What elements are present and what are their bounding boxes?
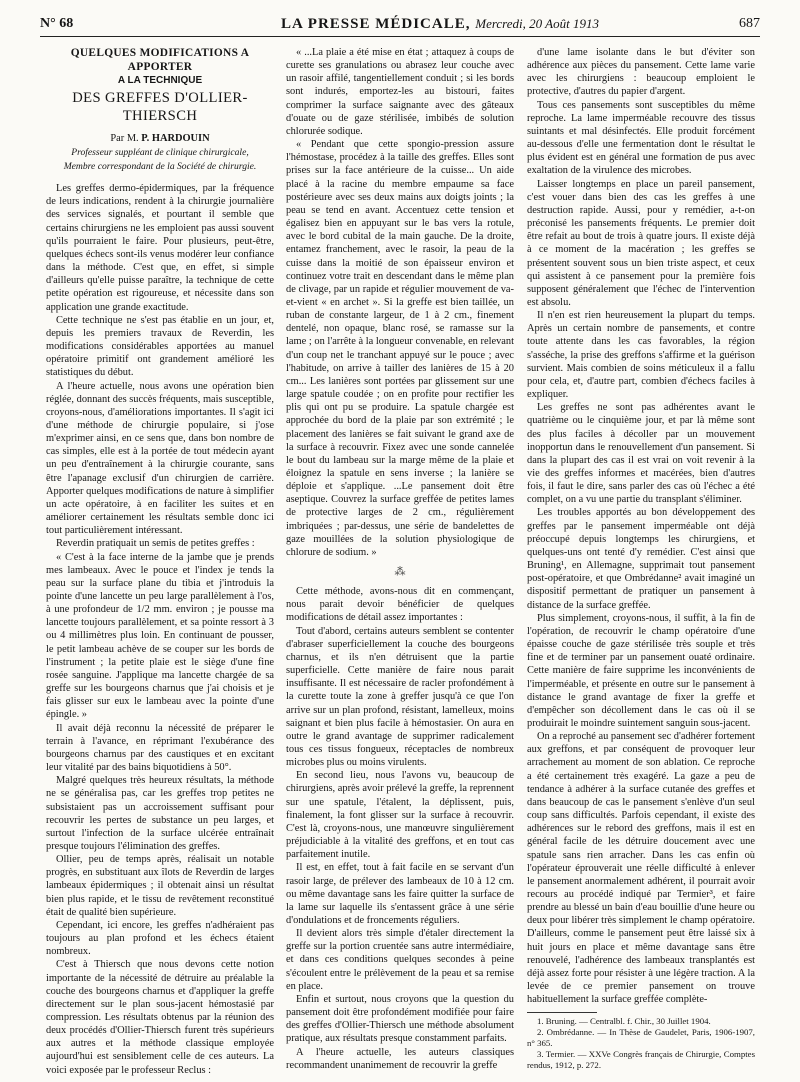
paragraph: Plus simplement, croyons-nous, il suffit, à la fin de l'opération, de recouvrir le champ opératoire d'une épaisse couche de gaze stérilisée très souple et très fine et de terminer par un pansement ouaté ordinaire. Cette manière de faire supprime les inconvénients de l'imperméable, et présente en outre sur le pansement à distance le grand avantage de fixer la greffe et d'empêcher son décollement dans le cas où il se produirait le moindre suintement sanguin sous-jacent. [527, 612, 755, 729]
paragraph: Il avait déjà reconnu la nécessité de préparer le terrain à l'avance, en réprimant l'exubérance des bourgeons charnus par des caustiques et en excitant leur vitalité par des bains biquotidiens à 50°. [46, 722, 274, 774]
paragraph: Tout d'abord, certains auteurs semblent se contenter d'abraser superficiellement la couche des bourgeons charnus, et ils n'en détruisent que la partie superficielle. Cette manière de faire nous parait insuffisante. Il est nécessaire de racler profondément à la curette toute la zone à greffer jusqu'à ce que l'on arrive sur un plan profond, résistant, lamelleux, moins saignant et bien plus facile à hémostasier. On aura en outre le grand avantage de supprimer radicalement tous ces tissus fongueux, réceptacles de nombreux microbes plus ou moins virulents. [286, 625, 514, 769]
paragraph: Il devient alors très simple d'étaler directement la greffe sur la portion cruentée sans autre intermédiaire, et dans ces conditions quelques secondes à peine s'écoulent entre le prélèvement de la peau et sa remise en place. [286, 928, 514, 992]
paragraph: Malgré quelques très heureux résultats, la méthode ne se généralisa pas, car les greffes trop petites ne subsistaient pas un accroissement suffisant pour recouvrir les pertes de substance un peu larges, et surtout l'infection de la surface ulcérée entraînait presque toujours l'élimination des greffes. [46, 775, 274, 852]
paragraph: Cette technique ne s'est pas établie en un jour, et, depuis les premiers travaux de Reverdin, les modifications considérables apportées au manuel opératoire primitif ont grandement amélioré les statistiques du début. [46, 314, 274, 379]
article-title-block [46, 46, 274, 172]
paragraph: Il n'en est rien heureusement la plupart du temps. Après un certain nombre de pansements, et contre toute attente dans les cas favorables, la région s'asséche, la prise des greffons s'affirme et la guérison survient. Mais combien de soins méticuleux il a fallu pour cela, et, d'autre part, combien d'échecs faciles à expliquer. [527, 310, 755, 401]
issue-number: N° 68 [40, 16, 74, 31]
paragraph: Les greffes dermo-épidermiques, par la fréquence de leurs indications, rendent à la chirurgie journalière des services signalés, et pourtant il semble que certains chirurgiens ne les emploient pas aussi souvent qu'ils pourraient le faire. Pour plusieurs, peut-être, quelques échecs sont-ils venus modérer leur confiance dans la méthode. C'est que, en effet, si simple d'ailleurs qu'elle puisse paraître, la technique de cette petite opération est rigoureuse, et nécessite dans son application une grande exactitude. [46, 183, 274, 313]
issue-date: Mercredi, 20 Août 1913 [475, 16, 599, 31]
author-affiliation-line-1: Professeur suppléant de clinique chirurgicale, [71, 147, 249, 159]
author-prefix: Par M. [110, 133, 139, 144]
paragraph: Les troubles apportés au bon développement des greffes par le pansement imperméable ont déjà préoccupé depuis longtemps les chirurgiens, et quelques-uns ont tenté d'y remédier. C'est ainsi que Bruning¹, en Allemagne, supprimait tout pansement post-opératoire, et que Ombrédanne² avait imaginé un dispositif permettant de pratiquer un pansement à distance de la surface greffée. [527, 507, 755, 611]
author-affiliation-line-2: Membre correspondant de la Société de chirurgie. [63, 160, 257, 172]
article-title-line-2: A LA TECHNIQUE [117, 75, 203, 86]
article-title-line-3: DES GREFFES D'OLLIER-THIERSCH [72, 90, 248, 124]
paragraph: Il est, en effet, tout à fait facile en se servant d'un rasoir large, de prélever des lambeaux de 10 à 12 cm. ou même davantage sans les faire quitter la surface de la lame sur laquelle ils s'entassent grâce à une série d'ondulations et de froncements réguliers. [286, 862, 514, 926]
paragraph: On a reproché au pansement sec d'adhérer fortement aux greffons, et par conséquent de provoquer leur arrachement au moment de son ablation. Ce reproche a été certainement très exagéré. La gaze a peu de tendance à adhérer à la surface cutanée des greffes et dans beaucoup de cas le pansement s'enlève d'un seul coup sans difficultés. Parfois cependant, il existe des adhérences sur le rebord des greffons, mais il est en général facile de les détruire doucement avec une spatule sans rien arracher. Dans les cas enfin où l'opérateur éprouverait une réelle difficulté à enlever le pansement anormalement adhérent, il pourrait avoir recours au procédé indiqué par Termier³, et faire prendre au blessé un bain d'eau bouillie d'une heure ou deux pour libérer très simplement le champ opératoire. D'ailleurs, comme le pansement peut être laissé six à huit jours en place et même davantage sans être renouvelé, l'adhérence des lambeaux transplantés est déjà assez forte pour résister à une légère traction. A la levée de ce premier pansement on trouve habituellement la surface greffée complète- [527, 731, 755, 1006]
footnote: 3. Termier. — XXVe Congrès français de Chirurgie, Comptes rendus, 1912, p. 272. [527, 1048, 755, 1070]
journal-name: LA PRESSE MÉDICALE, [281, 16, 471, 32]
column-2 [286, 46, 514, 1071]
quote-paragraph: « Pendant que cette spongio-pression assure l'hémostase, procédez à la taille des greffes. Elles sont prises sur la face antérieure de la cuisse... Un aide placé à la racine du membre empaume sa face postérieure avec ses deux mains aux doigts joints ; la peau se tend en avant. Accentuez cette tension et égalisez bien en appuyant sur le bas vers la rotule, avec le bord cubital de la main gauche. De la droite, entamez franchement, avec le rasoir, la peau de la cuisse dans la moitié de son épaisseur environ et continuez votre trait en descendant dans le même plan de clivage, par un rapide et régulier mouvement de va-et-vient « en archet ». Si la greffe est bien taillée, un ruban de constante largeur, de 1 à 2 cm., finement dentelé, non opaque, blanc rosé, se ramasse sur la lame ; on l'arrête à la longueur convenable, en relevant d'un coup net le tranchant appuyé sur le pouce ; avec l'habitude, on arrive à tailler des lanières de 15 à 20 cm... Les lanières sont portées par glissement sur une large spatule coudée ; on en profite pour rectifier les plis qui ont pu se produire. La spatule chargée est approchée du bord de la plaie par son extrémité ; le placement des lanières se fait suivant le grand axe de la surface à recouvrir. Fixez avec une sonde cannelée le bout du lambeau sur la marge même de la plaie et éloignez la spatule en sens inverse ; la lanière se déploie et s'applique. ...Le pansement doit être aseptique. Couvrez la surface greffée de petites lames de protective larges de 2 cm., régulièrement imbriquées ; par-dessus, une série de bandelettes de gaze mouillées de la solution physiologique de chlorure de sodium. » [286, 139, 514, 558]
author-name: P. HARDOUIN [141, 133, 210, 144]
paragraph: Cette méthode, avons-nous dit en commençant, nous parait devoir bénéficier de quelques modifications de détail assez importantes : [286, 586, 514, 624]
paragraph: En second lieu, nous l'avons vu, beaucoup de chirurgiens, après avoir prélevé la greffe, la reprennent sur une spatule, l'étalent, la déplissent, puis, finalement, la font glisser sur la surface à recouvrir. C'est là, croyons-nous, une manœuvre singulièrement préjudiciable à la vitalité des greffons, et en tout cas parfaitement inutile. [286, 770, 514, 861]
paragraph: Tous ces pansements sont susceptibles du même reproche. La lame imperméable recouvre des tissus suintants et mal désinfectés. Elle produit forcément au-dessous d'elle une fermentation dont le résultat le plus évident est en général une formation de pus avec exaltation de la virulence des microbes. [527, 99, 755, 177]
footnote-divider [527, 1012, 597, 1013]
section-separator: ⁂ [394, 566, 406, 579]
paragraph: C'est à Thiersch que nous devons cette notion importante de la nécessité de détruire au préalable la couche des bourgeons charnus et d'appliquer la greffe directement sur le plan sous-jacent hémostasié par compression. Les résultats obtenus par la réunion des deux procédés d'Ollier-Thiersch furent très supérieurs aux autres et la méthode classique employée aujourd'hui est sensiblement celle de ces auteurs. La voici exposée par le professeur Reclus : [46, 959, 274, 1076]
paragraph: A l'heure actuelle, les auteurs classiques recommandent unanimement de recouvrir la greffe [286, 1046, 514, 1071]
footnote: 2. Ombrédanne. — In Thèse de Gaudelet, Paris, 1906-1907, n° 365. [527, 1027, 755, 1048]
paragraph: Laisser longtemps en place un pareil pansement, c'est vouer dans bien des cas les greffes à une destruction rapide. Aussi, pour y remédier, a-t-on préconisé les pansements fréquents. Le premier doit être refait au bout de trois à quatre jours. Il existe déjà à ce moment de la macération ; les greffes se présentent souvent sous un bien triste aspect, et ceux qui assistent à ce pansement pour la première fois supposent généralement que l'échec de l'intervention est absolu. [527, 178, 755, 308]
paragraph: Cependant, ici encore, les greffes n'adhéraient pas toujours au plan profond et les échecs étaient nombreux. [46, 919, 274, 958]
article-title-line-1: QUELQUES MODIFICATIONS A APPORTER [70, 47, 250, 73]
paragraph: A l'heure actuelle, nous avons une opération bien réglée, donnant des succès fréquents, mais susceptible, croyons-nous, d'améliorations importantes. Il s'agit ici d'une méthode de chirurgie populaire, si j'ose m'exprimer ainsi, en ce sens que, dans bon nombre de cas simples, elle est à la portée de tout médecin ayant un peu d'entraînement à la chirurgie courante, sans être l'apanage exclusif d'un chirurgien de carrière. Apporter quelques modifications de nature à simplifier un acte opératoire, à en faciliter les suites et en améliorer certainement les résultats semble donc ici tout particulièrement intéressant. [46, 380, 274, 537]
paragraph: d'une lame isolante dans le but d'éviter son adhérence aux pièces du pansement. Cette lame varie avec les chirurgiens : beaucoup emploient le protective, d'autres du papier d'argent. [527, 47, 755, 98]
column-1 [46, 46, 274, 1076]
page-header [40, 14, 760, 37]
paragraph: Les greffes ne sont pas adhérentes avant le quatrième ou le cinquième jour, et par là même sont des plus faciles à décoller par un mouvement inopportun dans le renouvellement d'un pansement. Si dans la plupart des cas il est vrai on voit revenir à la vie des greffes informes et macérées, bien d'autres fois, il faut le dire, sans parler des cas où l'échec a été complet, on a vu une partie du transplant s'éliminer. [527, 402, 755, 506]
journal-title [250, 14, 630, 34]
footnote: 1. Bruning. — Centralbl. f. Chir., 30 Juillet 1904. [537, 1016, 711, 1027]
article-author [46, 132, 274, 145]
quote-paragraph: « ...La plaie a été mise en état ; attaquez à coups de curette ses granulations ou abrasez leur couche avec un rasoir affilé, tangentiellement conduit ; si les bords sont indurés, emportez-les au bistouri, faites comprimer la surface saignante avec des gâteaux d'ouate ou de gaze stérilisée, imbibés de solution chlorurée sodique. [286, 47, 514, 137]
paragraph: Reverdin pratiquait un semis de petites greffes : [56, 538, 255, 550]
column-3 [527, 46, 755, 1070]
paragraph: Ollier, peu de temps après, réalisait un notable progrès, en substituant aux îlots de Reverdin de larges lambeaux épidermiques ; il obtenait ainsi un résultat bien plus rapide, et le tissu de revêtement reconstitué était de qualité bien supérieure. [46, 854, 274, 918]
page-number: 687 [739, 16, 760, 31]
quote-paragraph: « C'est à la face interne de la jambe que je prends mes lambeaux. Avec le pouce et l'index je tends la peau sur la surface plane du tibia et j'introduis la pointe d'une lancette un peu large parallèlement à l'os, à une profondeur de 1/2 mm. environ ; je pousse ma lancette toujours parallèlement, et sa pointe ressort à 3 ou 4 millimètres plus loin. En continuant de pousser, le petit lambeau achève de se couper sur les bords de l'instrument ; la petite plaie est le siège d'une fine rosée sanguine. J'applique ma lancette chargée de sa greffe sur les bourgeons charnus que j'ai choisis et je fais glisser sur eux le lambeau avec la pointe d'une épingle. » [46, 551, 274, 721]
paragraph: Enfin et surtout, nous croyons que la question du pansement doit être profondément modifiée pour faire des greffes d'Ollier-Thiersch une méthode absolument pratique, aux résultats presque constamment parfaits. [286, 993, 514, 1045]
